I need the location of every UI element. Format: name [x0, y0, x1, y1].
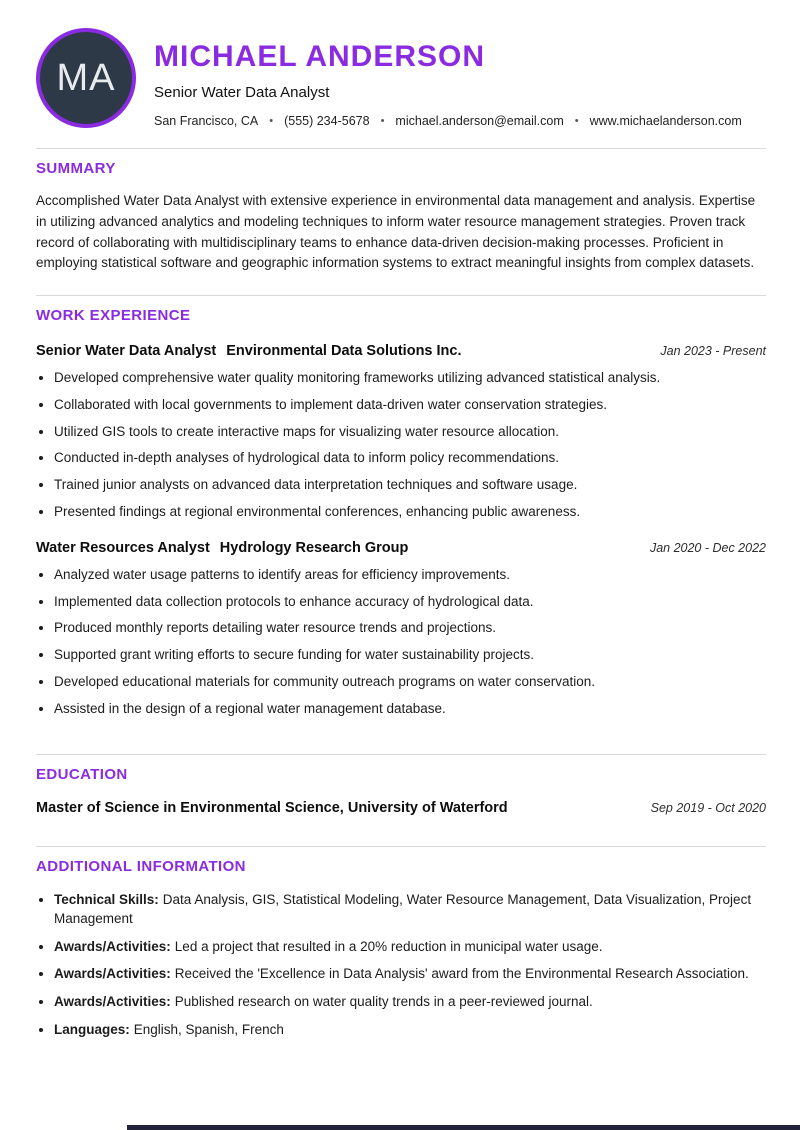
- bullet-item: • Analyzed water usage patterns to identify areas for efficiency improvements.: [54, 566, 766, 584]
- additional-item: [54, 1021, 766, 1040]
- additional-item-text: Data Analysis, GIS, Statistical Modeling, Water Resource Management, Data Visualization, Project Management: [54, 891, 752, 926]
- additional-item: [54, 891, 766, 929]
- avatar-initials: MA: [56, 56, 116, 99]
- job-title: Senior Water Data Analyst: [36, 343, 217, 360]
- bullet-item: • Trained junior analysts on advanced data interpretation techniques and software usage.: [54, 476, 766, 494]
- avatar: [36, 28, 136, 128]
- bullet-item: • Produced monthly reports detailing water resource trends and projections.: [54, 619, 766, 637]
- job-bullet-list: [36, 566, 766, 718]
- bullet-item: • Developed comprehensive water quality monitoring frameworks utilizing advanced statistical analysis.: [54, 369, 766, 387]
- bullet-item: • Utilized GIS tools to create interactive maps for visualizing water resource allocation.: [54, 423, 766, 441]
- additional-list: [36, 891, 766, 1040]
- section-additional-information: [36, 846, 766, 1040]
- additional-item: [54, 993, 766, 1012]
- additional-item-text: Received the 'Excellence in Data Analysis' award from the Environmental Research Association.: [174, 966, 749, 982]
- job-company: Hydrology Research Group: [219, 539, 409, 556]
- bullet-item: • Presented findings at regional environmental conferences, enhancing public awareness.: [54, 503, 766, 521]
- separator-dot: •: [380, 115, 385, 127]
- additional-item-label: Awards/Activities:: [54, 938, 171, 954]
- education-degree: Master of Science in Environmental Science, University of Waterford: [36, 799, 508, 816]
- bullet-item: • Collaborated with local governments to implement data-driven water conservation strategies.: [54, 396, 766, 414]
- bullet-item: • Implemented data collection protocols to enhance accuracy of hydrological data.: [54, 593, 766, 611]
- additional-item: [54, 938, 766, 957]
- contact-row: [154, 114, 742, 128]
- work-entry: [36, 540, 766, 718]
- separator-dot: •: [269, 115, 274, 127]
- bullet-item: • Conducted in-depth analyses of hydrological data to inform policy recommendations.: [54, 449, 766, 467]
- education-entry: [36, 800, 766, 816]
- work-entry-header: [36, 540, 766, 556]
- job-bullet-list: [36, 369, 766, 521]
- additional-item-label: Awards/Activities:: [54, 966, 171, 982]
- separator-dot: •: [574, 115, 579, 127]
- work-entry-header: [36, 343, 766, 359]
- bullet-item: • Assisted in the design of a regional water management database.: [54, 700, 766, 718]
- summary-text: Accomplished Water Data Analyst with extensive experience in environmental data management and analysis. Expertise in utilizing advanced analytics and modeling techniques to inform water resource management strategies. Proven track record of collaborating with multidisciplinary teams to enhance data-driven decision-making processes. Proficient in employing statistical software and geographic information systems to extract meaningful insights from complex datasets.: [36, 193, 756, 271]
- bullet-item: • Developed educational materials for community outreach programs on water conservation.: [54, 673, 766, 691]
- job-title: Water Resources Analyst: [36, 539, 210, 556]
- work-entry-titles: [36, 343, 462, 359]
- additional-item-label: Technical Skills:: [54, 891, 159, 907]
- work-heading: WORK EXPERIENCE: [36, 307, 191, 325]
- section-education: [36, 754, 766, 816]
- header-text: [154, 28, 742, 128]
- additional-item-text: Led a project that resulted in a 20% reduction in municipal water usage.: [174, 938, 603, 954]
- work-entry: [36, 343, 766, 521]
- additional-item-text: English, Spanish, French: [133, 1022, 284, 1038]
- bullet-item: • Supported grant writing efforts to secure funding for water sustainability projects.: [54, 646, 766, 664]
- contact-phone: (555) 234-5678: [284, 114, 370, 128]
- additional-heading: ADDITIONAL INFORMATION: [36, 857, 246, 875]
- contact-email: michael.anderson@email.com: [395, 114, 564, 128]
- additional-item: [54, 965, 766, 984]
- additional-item-label: Languages:: [54, 1022, 130, 1038]
- education-heading: EDUCATION: [36, 765, 128, 783]
- work-entry-titles: [36, 540, 408, 556]
- contact-location: San Francisco, CA: [154, 114, 259, 128]
- candidate-title: Senior Water Data Analyst: [154, 84, 330, 101]
- page-bottom-bar: [127, 1125, 800, 1130]
- candidate-name: MICHAEL ANDERSON: [154, 40, 486, 73]
- resume-header: [36, 28, 766, 128]
- additional-item-label: Awards/Activities:: [54, 994, 171, 1010]
- section-summary: [36, 148, 766, 274]
- additional-item-text: Published research on water quality trends in a peer-reviewed journal.: [174, 994, 593, 1010]
- summary-heading: SUMMARY: [36, 160, 116, 177]
- contact-website: www.michaelanderson.com: [589, 114, 742, 128]
- job-company: Environmental Data Solutions Inc.: [226, 343, 462, 360]
- job-dates: Jan 2020 - Dec 2022: [649, 540, 766, 555]
- job-dates: Jan 2023 - Present: [660, 344, 766, 359]
- education-dates: Sep 2019 - Oct 2020: [650, 800, 766, 815]
- section-work-experience: [36, 295, 766, 718]
